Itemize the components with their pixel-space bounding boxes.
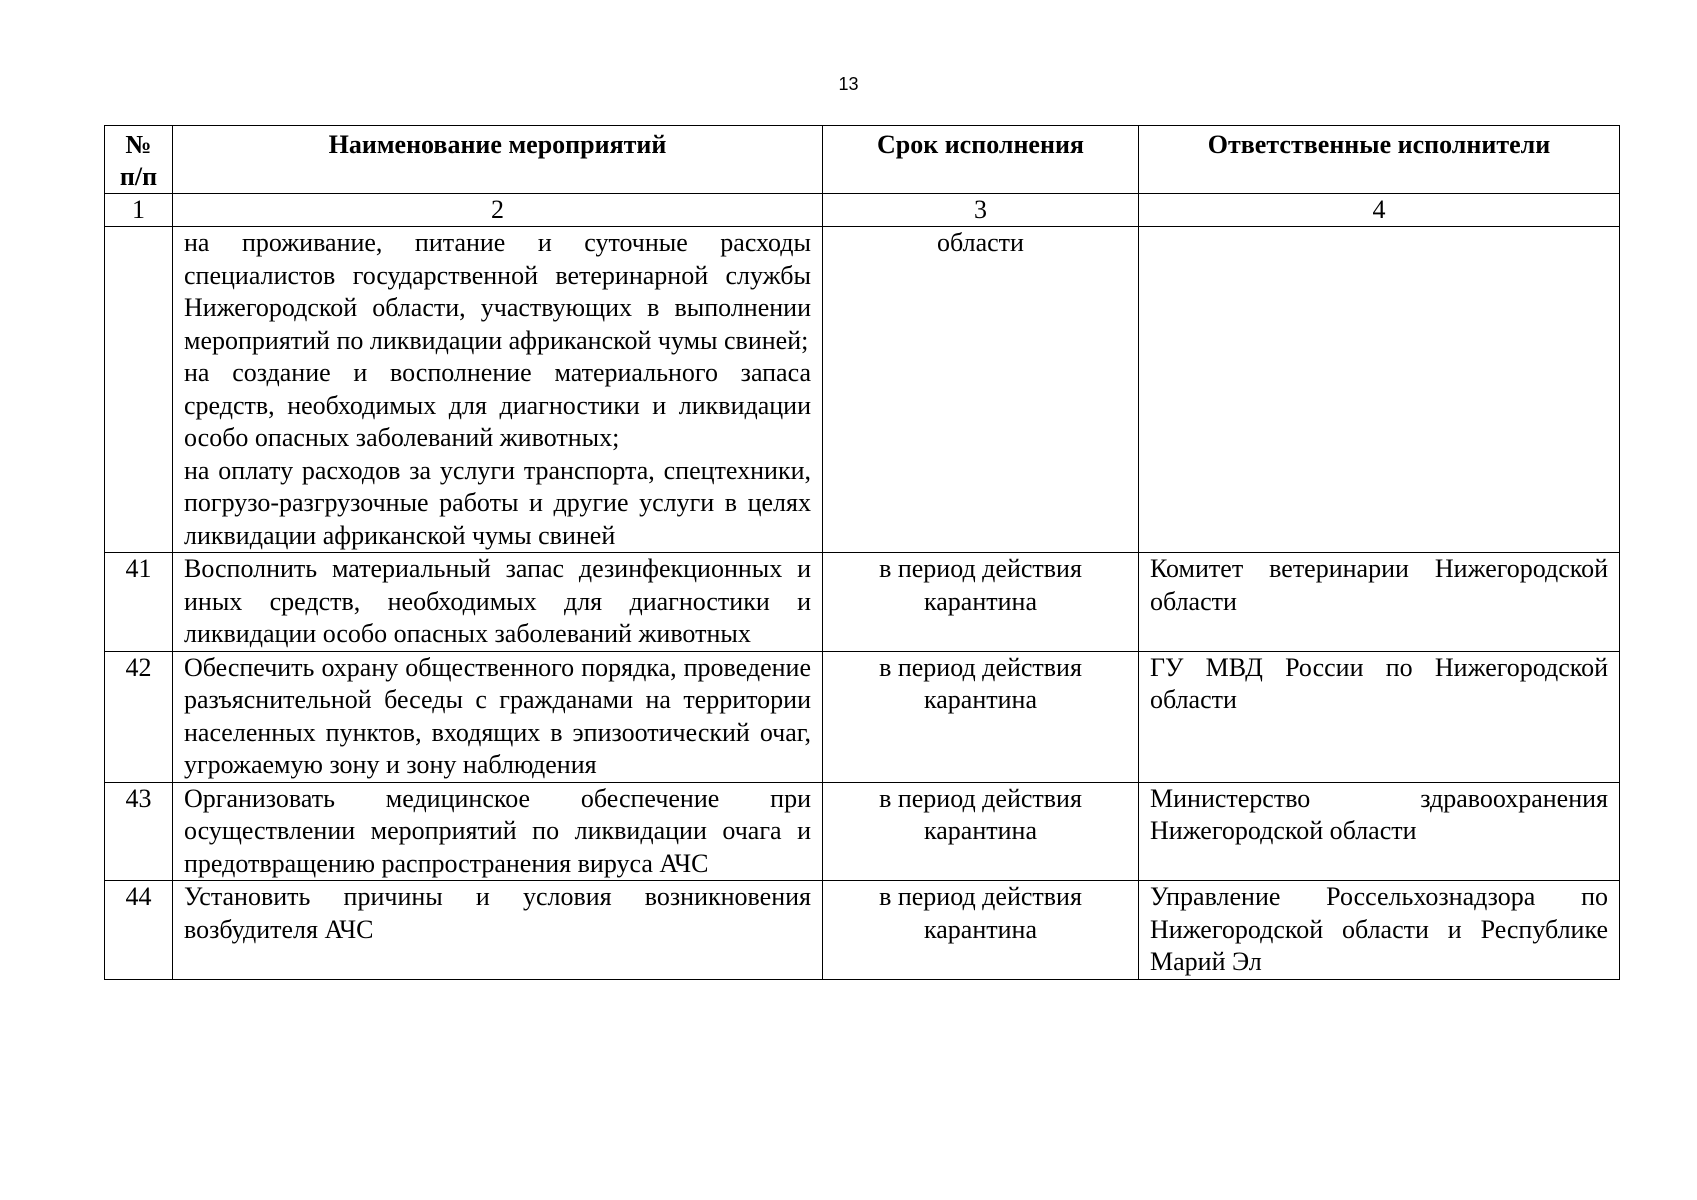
row-num: 44: [105, 881, 173, 980]
row-term: в период действия карантина: [823, 553, 1139, 652]
row-executors: ГУ МВД России по Нижегородской области: [1139, 651, 1620, 782]
row-executors: Комитет ветеринарии Нижегородской области: [1139, 553, 1620, 652]
table-header-row: [105, 126, 1620, 194]
row-term: в период действия карантина: [823, 782, 1139, 881]
table-row: [105, 651, 1620, 782]
row-name: [173, 227, 823, 553]
row-num: 41: [105, 553, 173, 652]
name-paragraph: на оплату расходов за услуги транспорта, спецтехники, погрузо-разгрузочные работы и другие услуги в целях ликвидации африканской чумы свиней: [184, 455, 811, 550]
row-term: области: [823, 227, 1139, 553]
row-executors: Управление Россельхознадзора по Нижегородской области и Республике Марий Эл: [1139, 881, 1620, 980]
column-number: 2: [173, 194, 823, 227]
header-term: Срок исполнения: [823, 126, 1139, 194]
table-row: [105, 881, 1620, 980]
row-num: [105, 227, 173, 553]
header-executors: Ответственные исполнители: [1139, 126, 1620, 194]
column-number-row: [105, 194, 1620, 227]
row-name: Восполнить материальный запас дезинфекционных и иных средств, необходимых для диагностики и ликвидации особо опасных заболеваний животных: [173, 553, 823, 652]
header-name: Наименование мероприятий: [173, 126, 823, 194]
row-name: Установить причины и условия возникновения возбудителя АЧС: [173, 881, 823, 980]
row-num: 42: [105, 651, 173, 782]
table-row: [105, 553, 1620, 652]
row-name: Организовать медицинское обеспечение при осуществлении мероприятий по ликвидации очага и предотвращению распространения вируса АЧС: [173, 782, 823, 881]
row-executors: [1139, 227, 1620, 553]
column-number: 3: [823, 194, 1139, 227]
row-num: 43: [105, 782, 173, 881]
measures-table: [104, 125, 1620, 980]
page-number: 13: [838, 74, 859, 94]
row-term: в период действия карантина: [823, 651, 1139, 782]
table-row: [105, 782, 1620, 881]
column-number: 1: [105, 194, 173, 227]
table-row: [105, 227, 1620, 553]
name-paragraph: на создание и восполнение материального запаса средств, необходимых для диагностики и ликвидации особо опасных заболеваний животных;: [184, 358, 811, 452]
column-number: 4: [1139, 194, 1620, 227]
row-name: Обеспечить охрану общественного порядка, проведение разъяснительной беседы с гражданами на территории населенных пунктов, входящих в эпизоотический очаг, угрожаемую зону и зону наблюдения: [173, 651, 823, 782]
name-paragraph: на проживание, питание и суточные расходы специалистов государственной ветеринарной службы Нижегородской области, участвующих в выполнении мероприятий по ликвидации африканской чумы свиней;: [184, 228, 811, 355]
header-num: № п/п: [105, 126, 173, 194]
row-executors: Министерство здравоохранения Нижегородской области: [1139, 782, 1620, 881]
row-term: в период действия карантина: [823, 881, 1139, 980]
